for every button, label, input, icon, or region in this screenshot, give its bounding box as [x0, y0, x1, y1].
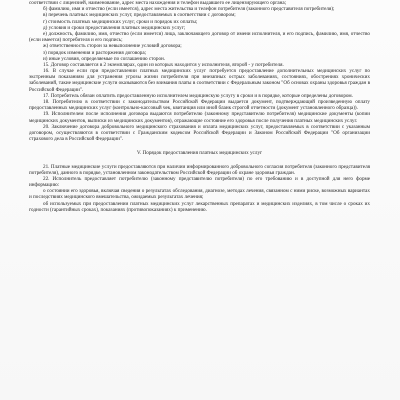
- paragraph-20: 20. Заключение договора добровольного медицинского страхования и оплата медицинских услуг, предоставляемых в соответствии с указанным договором, осуществляются в соответствии с Гражданским кодексом Российской Федерации и Законом Российской Федерации "Об организации страхового дела в Российской Федерации".: [29, 123, 370, 143]
- paragraph-item-v: в) перечень платных медицинских услуг, предоставляемых в соответствии с договором;: [43, 12, 236, 19]
- paragraph-item-g: г) стоимость платных медицинских услуг, сроки и порядок их оплаты;: [43, 18, 198, 25]
- paragraph-19: 19. Исполнителем после исполнения договора выдаются потребителю (законному представителю потребителя) медицинские документы (копии медицинских документов, выписки из медицинских документов), отражающие состояние его здоровья после получения платных медицинских услуг.: [29, 111, 370, 124]
- paragraph-item-zh: ж) ответственность сторон за невыполнение условий договора;: [43, 43, 182, 50]
- paragraph-15: 15. Договор составляется в 2 экземплярах, один из которых находится у исполнителя, второй - у потребителя.: [43, 61, 284, 68]
- paragraph-22: 22. Исполнитель предоставляет потребителю (законному представителю потребителя) по его требованию и в доступной для него форме информацию:: [29, 175, 370, 189]
- paragraph-22-health-info: о состоянии его здоровья, включая сведения о результатах обследования, диагнозе, методах лечения, связанном с ними риске, возможных вариантах и последствиях медицинского вмешательства, ожидаемых результатах лечения;: [29, 188, 370, 201]
- paragraph-item-e: е) должность, фамилию, имя, отчество (если имеется) лица, заключающего договор от имени исполнителя, и его подпись, фамилию, имя, отчество (если имеется) потребителя и его подпись;: [29, 30, 370, 44]
- document-body: [29, 0, 370, 213]
- section-heading: V. Порядок предоставления платных медицинских услуг: [136, 150, 263, 157]
- paragraph-license-info: соответствии с лицензией, наименование, адрес места нахождения и телефон выдавшего ее лицензирующего органа;: [29, 0, 287, 6]
- paragraph-item-z: з) порядок изменения и расторжения договора;: [43, 49, 147, 56]
- paragraph-item-b: б) фамилию, имя и отчество (если имеется), адрес места жительства и телефон потребителя (законного представителя потребителя);: [43, 6, 335, 13]
- paragraph-21: 21. Платные медицинские услуги предоставляются при наличии информированного добровольного согласия потребителя (законного представителя потребителя), данного в порядке, установленном законодательством Российской Федерации об охране здоровья граждан.: [29, 163, 370, 176]
- paragraph-16: 16. В случае если при предоставлении платных медицинских услуг потребуется предоставление дополнительных медицинских услуг по экстренным показаниям для устранения угрозы жизни потребителя при внезапных острых заболеваниях, состояниях, обострениях хронических заболеваний, такие медицинские услуги оказываются без взимания платы в соответствии с Федеральным законом "Об основах охраны здоровья граждан в Российской Федерации".: [29, 68, 370, 93]
- paragraph-item-i: и) иные условия, определяемые по соглашению сторон.: [43, 55, 166, 62]
- paragraph-17: 17. Потребитель обязан оплатить предоставленную исполнителем медицинскую услугу в сроки и в порядке, которые определены договором.: [43, 92, 353, 99]
- paragraph-22-drugs-info: об используемых при предоставлении платных медицинских услуг лекарственных препаратах и медицинских изделиях, в том числе о сроках их годности (гарантийных сроках), показаниях (противопоказаниях) к применению.: [29, 200, 370, 213]
- paragraph-18: 18. Потребителю в соответствии с законодательством Российской Федерации выдается документ, подтверждающий произведенную оплату предоставленных медицинских услуг (контрольно-кассовый чек, квитанция или иной бланк строгой отчетности (документ установленного образца)).: [29, 99, 370, 112]
- paragraph-item-d: д) условия и сроки предоставления платных медицинских услуг;: [43, 24, 186, 31]
